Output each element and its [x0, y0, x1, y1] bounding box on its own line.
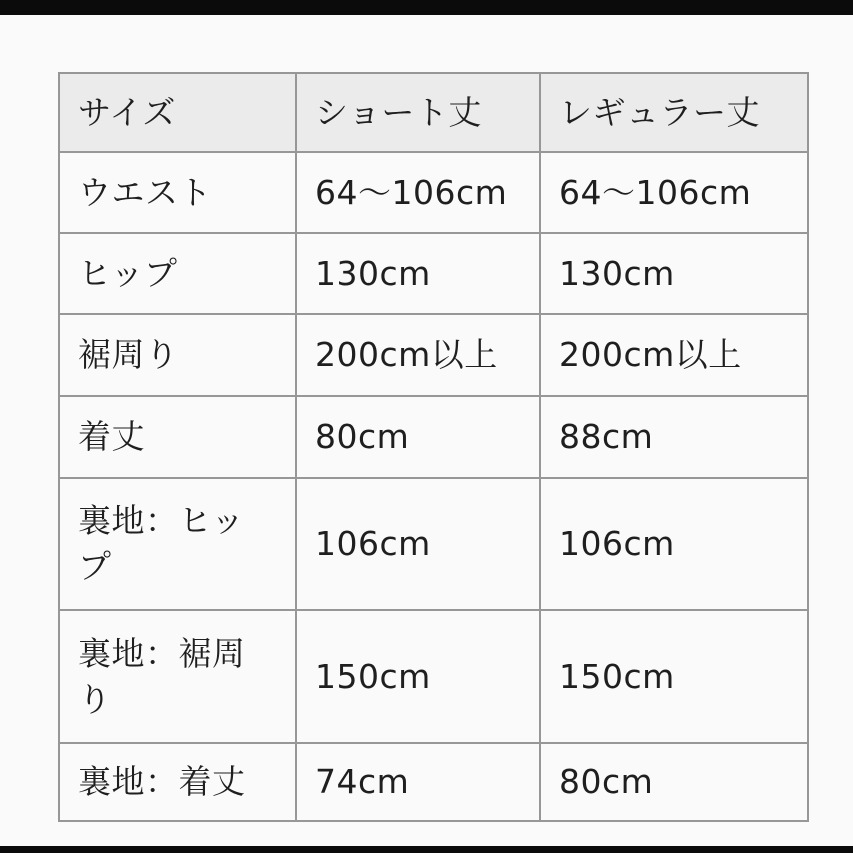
- value-regular: 64〜106cm: [540, 152, 808, 233]
- value-regular: 106cm: [540, 478, 808, 610]
- column-header-regular: レギュラー丈: [540, 73, 808, 152]
- row-label: 裏地：裾周り: [59, 610, 296, 743]
- table-row-length: [59, 396, 808, 478]
- value-short: 130cm: [296, 233, 540, 314]
- value-short: 74cm: [296, 743, 540, 821]
- table-row-waist: [59, 152, 808, 233]
- value-regular: 88cm: [540, 396, 808, 478]
- table-row-lining-length: [59, 743, 808, 821]
- value-regular: 130cm: [540, 233, 808, 314]
- bottom-letterbox-bar: [0, 846, 853, 853]
- row-label: ヒップ: [59, 233, 296, 314]
- header-row: [59, 73, 808, 152]
- value-regular: 80cm: [540, 743, 808, 821]
- value-regular: 150cm: [540, 610, 808, 743]
- size-chart-table: [58, 72, 809, 822]
- value-short: 80cm: [296, 396, 540, 478]
- value-short: 106cm: [296, 478, 540, 610]
- column-header-size: サイズ: [59, 73, 296, 152]
- top-letterbox-bar: [0, 0, 853, 15]
- column-header-short: ショート丈: [296, 73, 540, 152]
- value-short: 200cm以上: [296, 314, 540, 396]
- row-label: 裏地：ヒップ: [59, 478, 296, 610]
- table-row-lining-hip: [59, 478, 808, 610]
- value-short: 150cm: [296, 610, 540, 743]
- row-label: 裾周り: [59, 314, 296, 396]
- row-label: ウエスト: [59, 152, 296, 233]
- row-label: 着丈: [59, 396, 296, 478]
- value-regular: 200cm以上: [540, 314, 808, 396]
- row-label: 裏地：着丈: [59, 743, 296, 821]
- table-row-lining-hem: [59, 610, 808, 743]
- table-row-hem: [59, 314, 808, 396]
- value-short: 64〜106cm: [296, 152, 540, 233]
- table-row-hip: [59, 233, 808, 314]
